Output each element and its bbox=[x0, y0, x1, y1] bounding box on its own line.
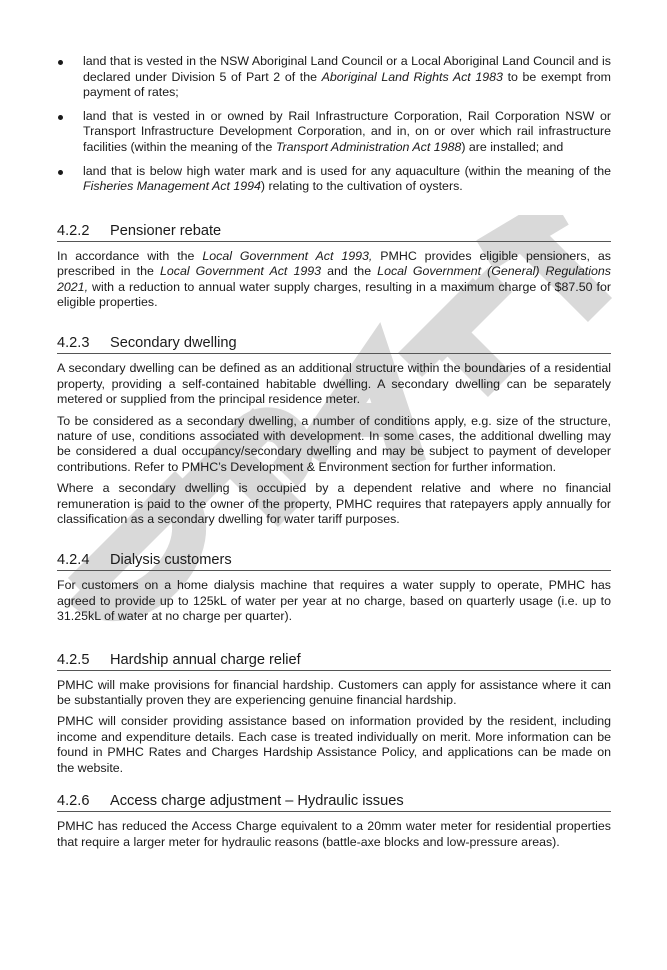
text-run: PMHC will consider providing assistance based on information provided by the resident, including income and expenditure details. Each case is treated individually on merit. More information can be found in PMHC Rates and Charges Hardship Assistance Policy, and applications can be made on the website. bbox=[57, 714, 611, 775]
section-paragraph bbox=[57, 678, 611, 709]
text-run: A secondary dwelling can be defined as an additional structure within the boundaries of a residential property, providing a self-contained habitable dwelling. A secondary dwelling can be separately metered or supplied from the principal residence meter. bbox=[57, 361, 611, 407]
section-number: 4.2.5 bbox=[57, 651, 90, 668]
section-title: Pensioner rebate bbox=[110, 222, 222, 239]
section-4-2-4 bbox=[57, 551, 611, 624]
text-run: with a reduction to annual water supply charges, resulting in a maximum charge of $87.50 for eligible properties. bbox=[57, 279, 611, 309]
bullet-item bbox=[57, 164, 611, 195]
act-title-text: Local Government (General) Regulations 2021, bbox=[57, 264, 611, 294]
bullet-dot-icon bbox=[58, 170, 63, 175]
section-paragraph bbox=[57, 578, 611, 624]
text-run: ) are installed; and bbox=[461, 139, 564, 154]
section-paragraph bbox=[57, 249, 611, 311]
act-title-text: Local Government Act 1993, bbox=[202, 248, 373, 263]
section-4-2-2 bbox=[57, 222, 611, 311]
bullet-item bbox=[57, 109, 611, 156]
text-run: PMHC has reduced the Access Charge equivalent to a 20mm water meter for residential properties that require a larger meter for hydraulic reasons (battle-axe blocks and low-pressure areas). bbox=[57, 819, 611, 849]
section-paragraph bbox=[57, 819, 611, 850]
text-run: ) relating to the cultivation of oysters. bbox=[260, 179, 463, 194]
text-run: land that is below high water mark and is used for any aquaculture (within the meaning of the bbox=[83, 163, 611, 178]
section-number: 4.2.2 bbox=[57, 222, 90, 239]
text-run: Where a secondary dwelling is occupied by a dependent relative and where no financial remuneration is paid to the owner of the property, PMHC requires that ratepayers apply annually for classification as a secondary dwelling for water tariff purposes. bbox=[57, 481, 611, 527]
section-heading bbox=[57, 334, 611, 354]
section-paragraph bbox=[57, 714, 611, 776]
section-title: Access charge adjustment – Hydraulic issues bbox=[110, 793, 404, 810]
sections-container bbox=[57, 222, 611, 850]
section-paragraph bbox=[57, 414, 611, 476]
bullet-dot-icon bbox=[58, 115, 63, 120]
act-title-text: Local Government Act 1993 bbox=[159, 264, 322, 279]
section-heading bbox=[57, 792, 611, 812]
document-body bbox=[57, 54, 611, 850]
text-run: PMHC will make provisions for financial hardship. Customers can apply for assistance where it can be substantially proven they are experiencing genuine financial hardship. bbox=[57, 677, 611, 708]
section-title: Hardship annual charge relief bbox=[110, 651, 301, 668]
section-paragraph bbox=[57, 481, 611, 527]
section-heading bbox=[57, 222, 611, 242]
text-run: For customers on a home dialysis machine that requires a water supply to operate, PMHC has agreed to provide up to 125kL of water per year at no charge, based on quarterly usage (i.e. up to 31.25kL of water at no charge per quarter). bbox=[57, 578, 611, 624]
section-4-2-6 bbox=[57, 792, 611, 850]
text-run: PMHC provides eligible pensioners, as prescribed in the bbox=[57, 248, 612, 279]
section-number: 4.2.4 bbox=[57, 552, 90, 569]
text-run: To be considered as a secondary dwelling, a number of conditions apply, e.g. size of the structure, nature of use, conditions associated with development. In some cases, the additional dwelling may be considered a dual occupancy/secondary dwelling and may be subject to payment of developer contributions. Refer to PMHC’s Development & Environment section for further information. bbox=[57, 413, 611, 474]
section-title: Secondary dwelling bbox=[110, 335, 237, 352]
text-run: to be exempt from payment of rates; bbox=[83, 69, 611, 100]
act-title-text: Aboriginal Land Rights Act 1983 bbox=[321, 69, 503, 84]
section-number: 4.2.6 bbox=[57, 793, 90, 810]
section-heading bbox=[57, 651, 611, 671]
text-run: land that is vested in or owned by Rail Infrastructure Corporation, Rail Corporation NSW or Transport Infrastructure Development Corporation, and in, on or over which rail infrastructure facilities (within the meaning of the bbox=[83, 108, 611, 154]
text-run: In accordance with the bbox=[57, 248, 203, 263]
text-run: land that is vested in the NSW Aboriginal Land Council or a Local Aboriginal Land Council and is declared under Division 5 of Part 2 of the bbox=[83, 54, 611, 84]
section-4-2-5 bbox=[57, 651, 611, 776]
section-paragraph bbox=[57, 361, 611, 407]
section-heading bbox=[57, 551, 611, 571]
bullet-item bbox=[57, 54, 611, 101]
text-run: and the bbox=[321, 264, 378, 279]
bullet-dot-icon bbox=[58, 60, 63, 65]
exemption-bullet-list bbox=[57, 54, 611, 195]
section-number: 4.2.3 bbox=[57, 335, 90, 352]
act-title-text: Fisheries Management Act 1994 bbox=[83, 179, 261, 194]
section-4-2-3 bbox=[57, 334, 611, 527]
section-title: Dialysis customers bbox=[110, 552, 232, 569]
act-title-text: Transport Administration Act 1988 bbox=[275, 139, 462, 154]
